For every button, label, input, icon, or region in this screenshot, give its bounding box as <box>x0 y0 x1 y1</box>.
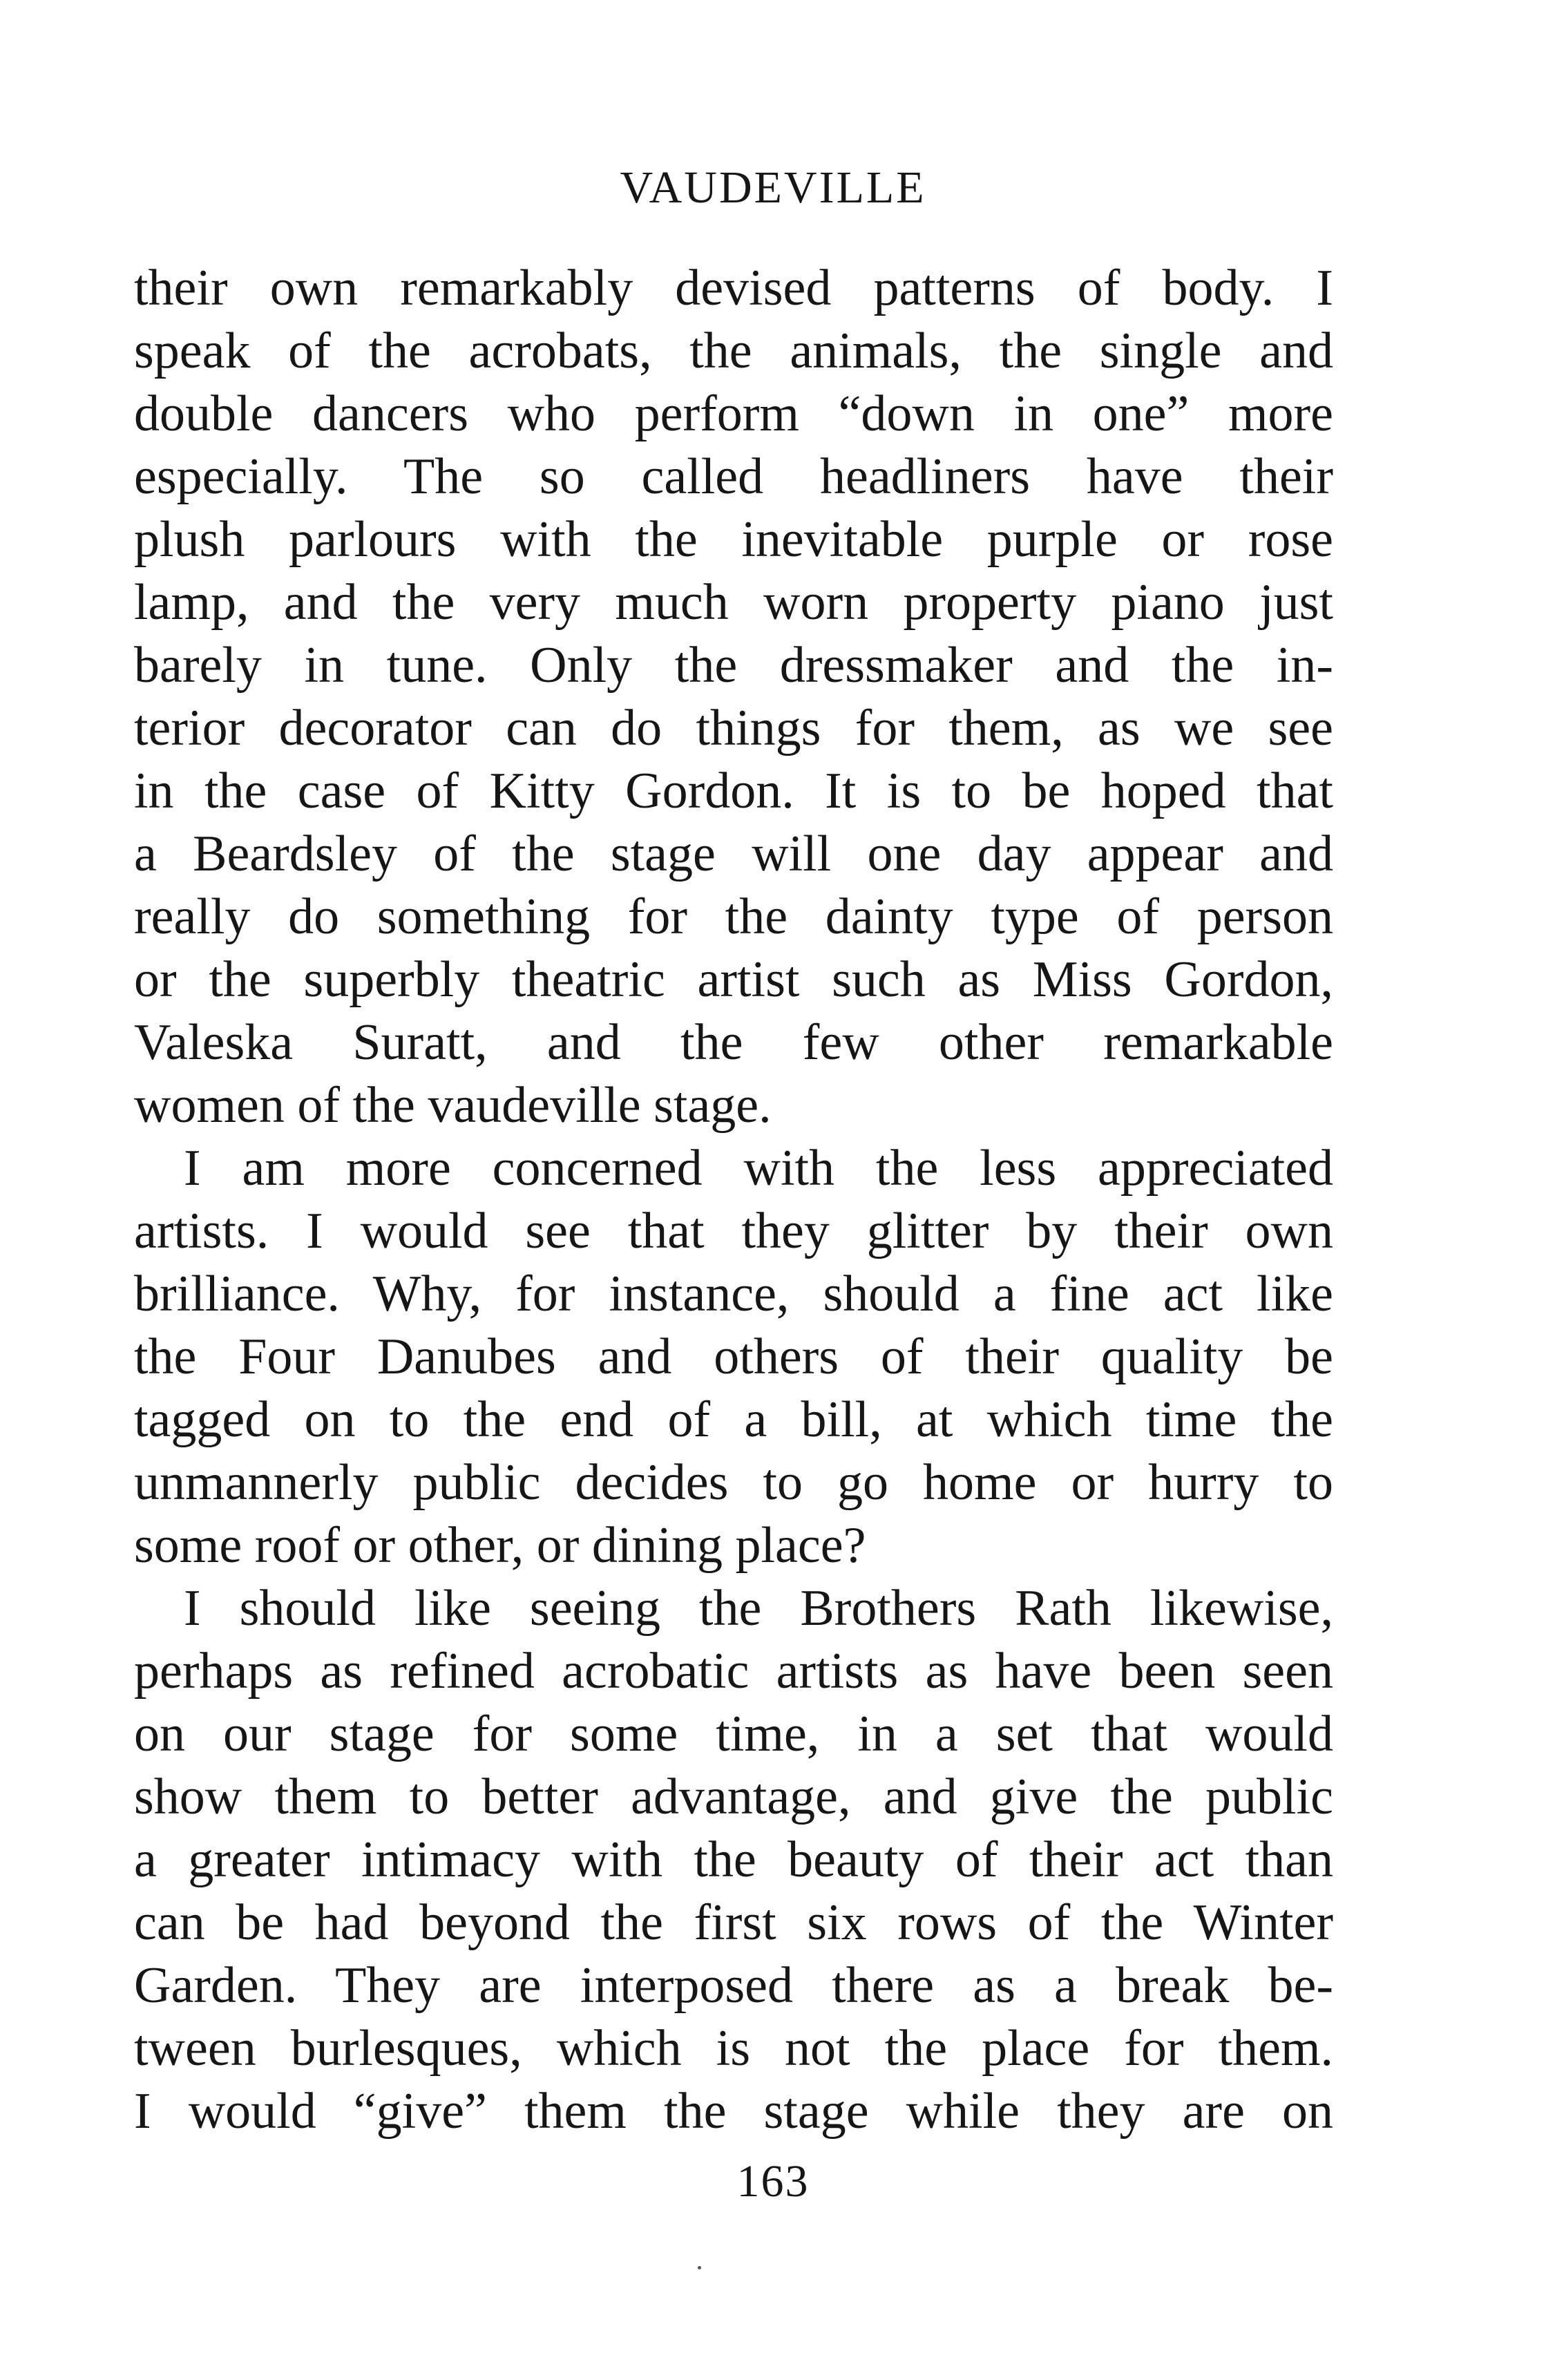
text-line: Garden. They are interposed there as a break be- <box>134 1957 1333 2014</box>
text-line: tagged on to the end of a bill, at which time the <box>134 1391 1333 1448</box>
paragraph-2 <box>134 1137 1333 1577</box>
text-line: I should like seeing the Brothers Rath likewise, <box>184 1580 1333 1637</box>
text-line: I would “give” them the stage while they are on <box>134 2083 1333 2140</box>
text-line: their own remarkably devised patterns of body. I <box>134 260 1333 316</box>
text-line: show them to better advantage, and give the public <box>134 1769 1333 1825</box>
page-number: 163 <box>736 2156 810 2207</box>
text-line: brilliance. Why, for instance, should a fine act like <box>134 1266 1333 1322</box>
text-line: lamp, and the very much worn property piano just <box>134 574 1333 631</box>
paragraph-1 <box>134 257 1333 1137</box>
text-line: speak of the acrobats, the animals, the single and <box>134 323 1333 379</box>
text-line: double dancers who perform “down in one” more <box>134 385 1333 442</box>
text-line: a greater intimacy with the beauty of their act than <box>134 1831 1333 1888</box>
text-line: the Four Danubes and others of their quality be <box>134 1329 1333 1385</box>
text-line: perhaps as refined acrobatic artists as have been seen <box>134 1643 1333 1700</box>
text-line: women of the vaudeville stage. <box>134 1077 772 1134</box>
text-line: a Beardsley of the stage will one day appear and <box>134 826 1333 882</box>
text-line: plush parlours with the inevitable purple or rose <box>134 511 1333 568</box>
text-line: unmannerly public decides to go home or hurry to <box>134 1454 1333 1511</box>
text-line: really do something for the dainty type of person <box>134 888 1333 945</box>
text-line: in the case of Kitty Gordon. It is to be hoped that <box>134 763 1333 819</box>
text-line: some roof or other, or dining place? <box>134 1517 866 1574</box>
text-line: I am more concerned with the less appreciated <box>184 1140 1333 1197</box>
body-text <box>134 257 1333 2143</box>
text-line: can be had beyond the first six rows of the Winter <box>134 1894 1333 1951</box>
text-line: artists. I would see that they glitter by their own <box>134 1203 1333 1259</box>
text-line: barely in tune. Only the dressmaker and the in- <box>134 637 1333 694</box>
ink-speck <box>698 2266 701 2269</box>
text-line: especially. The so called headliners have their <box>134 448 1333 505</box>
text-line: on our stage for some time, in a set that would <box>134 1706 1333 1762</box>
text-line: tween burlesques, which is not the place for them. <box>134 2020 1333 2077</box>
text-line: terior decorator can do things for them, as we see <box>134 700 1333 756</box>
text-line: Valeska Suratt, and the few other remarkable <box>134 1014 1333 1071</box>
running-head: VAUDEVILLE <box>620 162 926 213</box>
text-line: or the superbly theatric artist such as Miss Gordon, <box>134 951 1333 1008</box>
paragraph-3 <box>134 1577 1333 2143</box>
